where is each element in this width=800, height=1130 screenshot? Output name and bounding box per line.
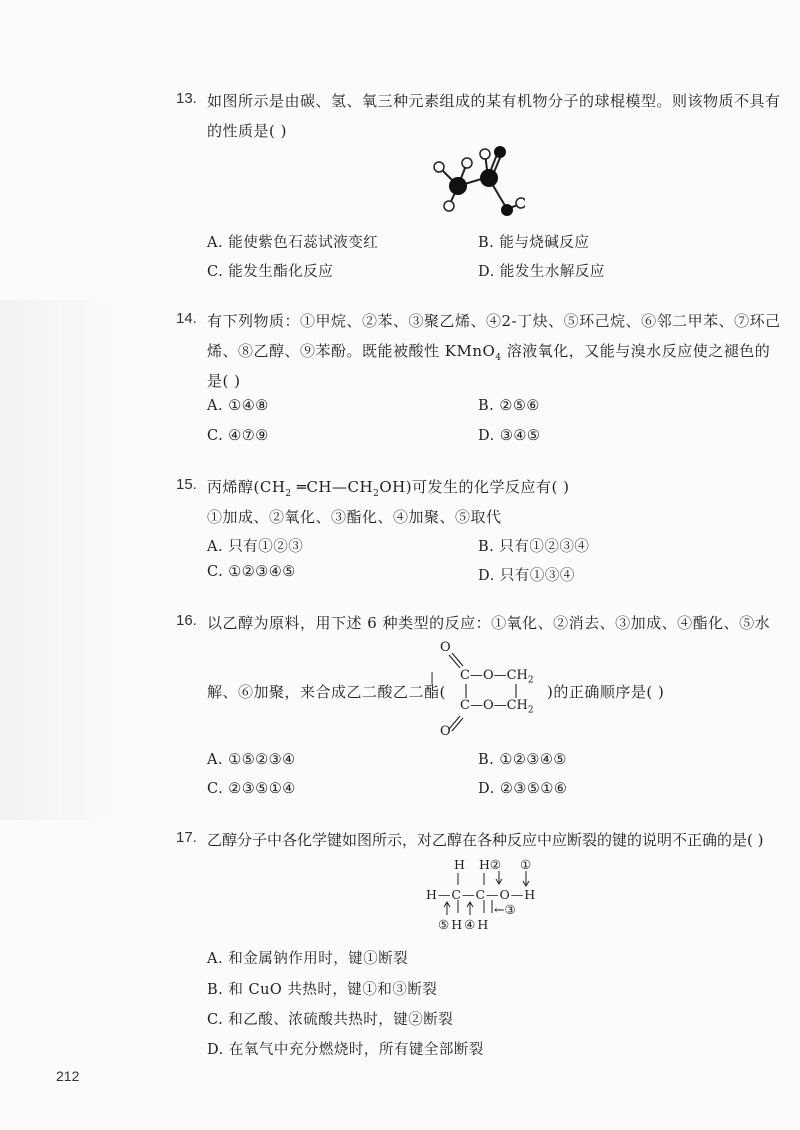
- q13-stem-line2: 的性质是( ): [207, 122, 287, 140]
- q15-subscript-1: 2: [285, 489, 292, 499]
- oxygen-atom: [501, 204, 513, 216]
- q14-option-d: D. ③④⑤: [478, 428, 541, 444]
- q16-option-b: B. ①②③④⑤: [478, 752, 567, 768]
- q15-line1-part-c: OH)可发生的化学反应有( ): [379, 478, 570, 496]
- structure-bonds: [436, 640, 546, 740]
- q14-option-c: C. ④⑦⑨: [207, 428, 269, 444]
- carbon-atom: [480, 169, 498, 187]
- q13-number: 13.: [176, 90, 197, 107]
- structure-row-2-text: C—O—CH: [460, 698, 528, 713]
- q16-stem-line2-part-b: )的正确顺序是( ): [547, 683, 665, 701]
- q15-line1-part-b: ═CH—CH: [291, 478, 374, 496]
- q16-stem-line2-part-a: 解、⑥加聚，来合成乙二酸乙二酯(: [207, 683, 446, 701]
- ball-and-stick-model: [425, 143, 525, 221]
- ethylene-oxalate-structure: [430, 640, 546, 740]
- q16-option-c: C. ②③⑤①④: [207, 781, 296, 797]
- q13-option-c: C. 能发生酯化反应: [207, 264, 334, 280]
- carbon-atom: [449, 177, 467, 195]
- top-hydrogen-1: H: [454, 857, 465, 872]
- q14-subscript: 4: [495, 353, 502, 363]
- structure-row-2-subscript: 2: [527, 705, 534, 716]
- structure-row-2: [460, 698, 534, 716]
- q14-option-b: B. ②⑤⑥: [478, 398, 540, 414]
- q14-option-a: A. ①④⑧: [207, 398, 269, 414]
- q15-stem-line2: ①加成、②氧化、③酯化、④加聚、⑤取代: [207, 508, 502, 526]
- q15-line1-part-a: 丙烯醇(CH: [207, 478, 286, 496]
- q17-number: 17.: [176, 829, 197, 846]
- top-hydrogen-2-label: H②: [479, 857, 502, 872]
- q15-stem-line1: [207, 476, 570, 499]
- ethanol-main-chain: H—C—C—O—H: [426, 887, 537, 902]
- page-number: 212: [56, 1068, 80, 1084]
- carbonyl-oxygen-bottom: O: [440, 724, 451, 739]
- structure-row-1-text: C—O—CH: [460, 668, 528, 683]
- q15-option-c: C. ①②③④⑤: [207, 564, 296, 580]
- q17-option-b: B. 和 CuO 共热时，键①和③断裂: [207, 982, 438, 998]
- q15-option-a: A. 只有①②③: [207, 539, 304, 555]
- q14-stem-line2: [207, 340, 770, 363]
- q16-stem-line1: 以乙醇为原料，用下述 6 种类型的反应：①氧化、②消去、③加成、④酯化、⑤水: [207, 614, 771, 632]
- ethanol-bond-diagram: [424, 855, 554, 935]
- q15-subscript-2: 2: [373, 489, 380, 499]
- q13-option-a: A. 能使紫色石蕊试液变红: [207, 235, 379, 251]
- q14-line2-part-b: 溶液氧化，又能与溴水反应使之褪色的: [501, 342, 771, 360]
- q13-stem-line1: 如图所示是由碳、氢、氧三种元素组成的某有机物分子的球棍模型。则该物质不具有: [207, 92, 781, 110]
- carbonyl-oxygen-top: O: [440, 640, 451, 655]
- q15-number: 15.: [176, 476, 197, 493]
- hydrogen-atom: [434, 162, 444, 172]
- bond-3-label: ←③: [494, 902, 516, 917]
- q15-option-d: D. 只有①③④: [478, 568, 575, 584]
- q14-stem-line3: 是( ): [207, 372, 241, 390]
- q13-option-d: D. 能发生水解反应: [478, 264, 605, 280]
- q17-stem-line1: 乙醇分子中各化学键如图所示，对乙醇在各种反应中应断裂的键的说明不正确的是( ): [207, 831, 764, 849]
- hydrogen-atom: [462, 158, 472, 168]
- bottom-labels: ⑤H④H: [438, 917, 491, 932]
- q14-number: 14.: [176, 310, 197, 327]
- q13-option-b: B. 能与烧碱反应: [478, 235, 590, 251]
- hydrogen-atom: [444, 201, 454, 211]
- bond-1-label: ①: [520, 857, 532, 872]
- q15-option-b: B. 只有①②③④: [478, 539, 590, 555]
- q14-line2-part-a: 烯、⑧乙醇、⑨苯酚。既能被酸性 KMnO: [207, 342, 496, 360]
- structure-row-1: [460, 668, 534, 686]
- q17-option-a: A. 和金属钠作用时，键①断裂: [207, 951, 409, 967]
- q16-option-a: A. ①⑤②③④: [207, 752, 296, 768]
- q14-stem-line1: 有下列物质：①甲烷、②苯、③聚乙烯、④2-丁炔、⑤环己烷、⑥邻二甲苯、⑦环己: [207, 312, 781, 330]
- oxygen-atom: [494, 146, 506, 158]
- hydrogen-atom: [480, 149, 490, 159]
- left-bracket-bar: |: [430, 670, 435, 684]
- hydrogen-atom: [516, 198, 525, 208]
- q17-option-d: D. 在氧气中充分燃烧时，所有键全部断裂: [207, 1042, 484, 1058]
- structure-row-1-subscript: 2: [527, 675, 534, 686]
- q16-option-d: D. ②③⑤①⑥: [478, 781, 568, 797]
- q16-number: 16.: [176, 612, 197, 629]
- q17-option-c: C. 和乙酸、浓硫酸共热时，键②断裂: [207, 1012, 454, 1028]
